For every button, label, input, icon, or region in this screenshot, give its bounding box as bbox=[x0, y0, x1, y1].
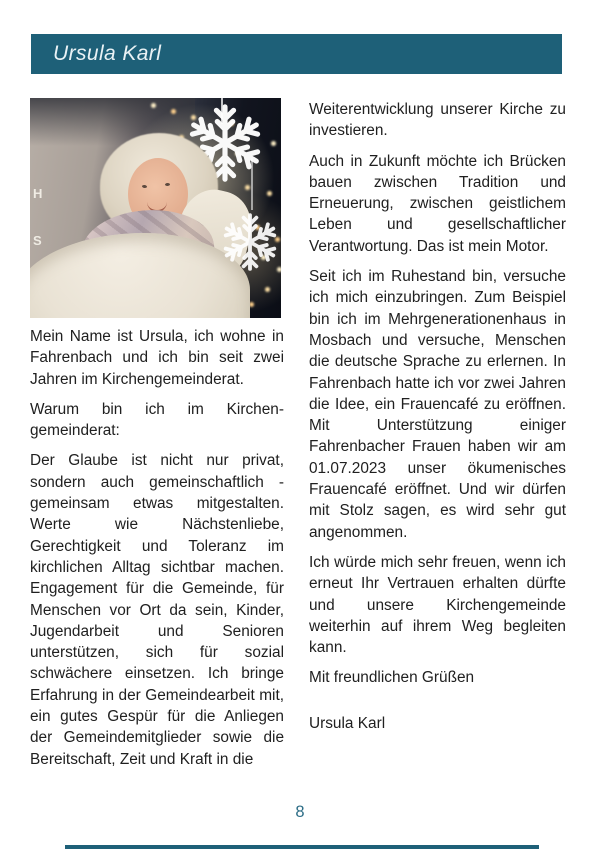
page-number: 8 bbox=[295, 803, 305, 821]
paragraph-vertrauen: Ich würde mich sehr freuen, wenn ich erneut Ihr Vertrauen erhalten dürfte und unsere Kirchengemeinde weiterhin auf ihrem Weg begleiten kann. bbox=[309, 553, 566, 657]
photo-eye bbox=[142, 185, 147, 189]
text-column-left bbox=[30, 326, 284, 779]
string-lights bbox=[30, 98, 33, 101]
snowflake-icon bbox=[218, 210, 281, 274]
text-column-right bbox=[309, 99, 566, 734]
window-sign-letter: S bbox=[33, 233, 42, 248]
paragraph-continuation: Weiterentwicklung unserer Kirche zu investieren. bbox=[309, 101, 566, 140]
paragraph-intro: Mein Name ist Ursula, ich wohne in Fahrenbach und ich bin seit zwei Jahren im Kirchengemeinderat. bbox=[30, 328, 284, 388]
closing-greeting: Mit freundlichen Grüßen bbox=[309, 669, 475, 687]
section-header-band bbox=[31, 34, 562, 74]
page-title: Ursula Karl bbox=[53, 42, 162, 65]
paragraph-faith: Der Glaube ist nicht nur privat, sondern auch gemeinschaftlich - gemeinsam etwas mitgestalten. Werte wie Nächstenliebe, Gerechtigkeit und Toleranz im kirchlichen Alltag sichtbar machen. Engagement für die Gemeinde, für Menschen vor Ort da sein, Kinder, Jugendarbeit und Senioren unterstützen, sich für sozial schwächere einsetzen. Ich bringe Erfahrung in der Gemeindearbeit mit, ein gutes Gespür für die Anliegen der Gemeindemitglieder sowie die Bereitschaft, Zeit und Kraft in die bbox=[30, 452, 284, 768]
portrait-photo bbox=[30, 98, 281, 318]
window-sign-letter: H bbox=[33, 186, 43, 201]
next-section-band bbox=[65, 845, 539, 849]
paragraph-motor: Auch in Zukunft möchte ich Brücken bauen zwischen Tradition und Erneuerung, zwischen geistlichem Leben und gesellschaftlicher Verantwortung. Das ist mein Motor. bbox=[309, 152, 566, 255]
signature-name: Ursula Karl bbox=[309, 714, 386, 732]
paragraph-ruhestand: Seit ich im Ruhestand bin, versuche ich mich einzubringen. Zum Beispiel bin ich im Mehrgenerationenhaus in Mosbach und versuche, Menschen die deutsche Sprache zu erlernen. In Fahrenbach hatte ich vor zwei Jahren die Idee, ein Frauencafé zu eröffnen. Mit Unterstützung einiger Fahrenbacher Frauen haben wir am 01.07.2023 unser ökumenisches Frauencafé eröffnet. Und wir dürfen mit Stolz sagen, es wird sehr gut angenommen. bbox=[309, 268, 566, 541]
paragraph-question: Warum bin ich im Kirchengemeinderat: bbox=[30, 400, 284, 440]
